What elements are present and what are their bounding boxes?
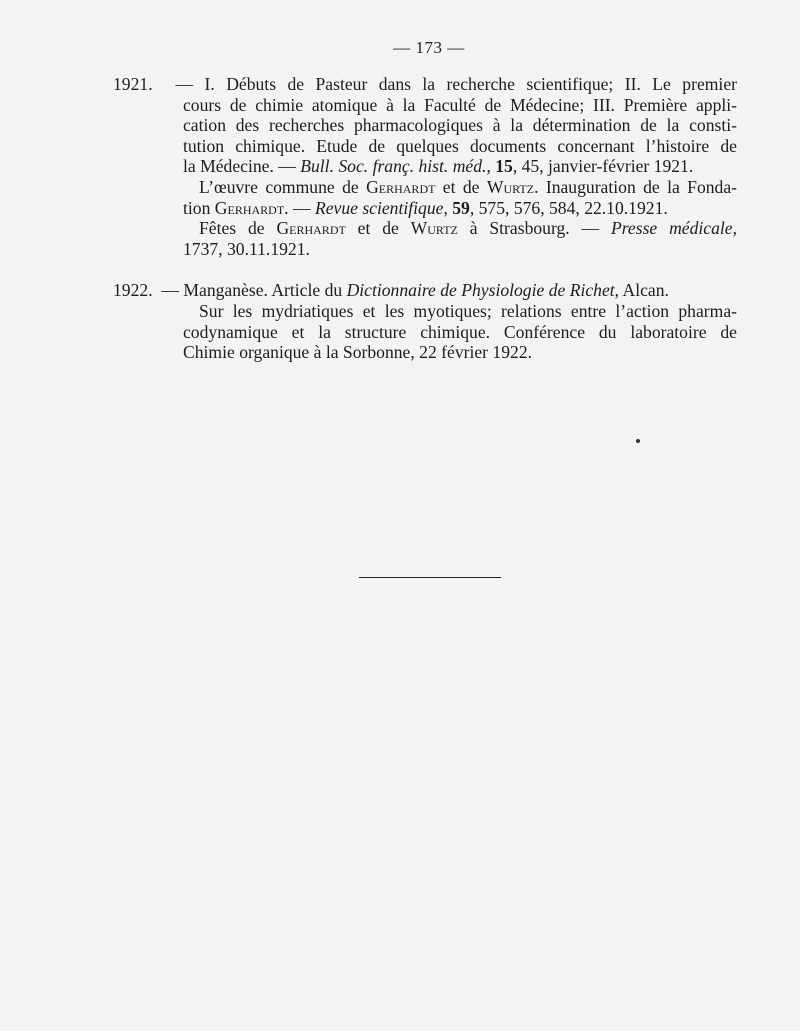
- work-title: Dictionnaire de Physiologie de Richet: [346, 280, 615, 301]
- text-segment: , Alcan.: [614, 280, 669, 301]
- journal-title: Presse médicale: [610, 218, 733, 239]
- entry-year: 1921.: [113, 74, 153, 94]
- text-segment: ,: [443, 197, 453, 218]
- text-segment: , 45, janvier-février 1921.: [512, 156, 694, 177]
- entry-1922-line-3: codynamique et la structure chimique. Conférence du laboratoire de: [183, 321, 737, 342]
- text-segment: tion: [183, 197, 215, 218]
- text-segment: Manganèse. Article du: [183, 280, 347, 301]
- entry-1921-line-2: cours de chimie atomique à la Faculté de Médecine; III. Première appli-: [183, 94, 737, 115]
- entry-1922-line-2: [113, 301, 737, 322]
- bibliography-entries: [113, 74, 737, 384]
- author-name: Gerhardt: [276, 218, 346, 239]
- entry-1921-line-3: cation des recherches pharmacologiques à la détermination de la consti-: [183, 115, 737, 136]
- text-segment: ,: [486, 156, 496, 177]
- entry-1921-line-1: [113, 74, 737, 95]
- entry-year: 1922.: [113, 280, 153, 301]
- page-number: — 173 —: [393, 38, 465, 57]
- text-segment: la Médecine. —: [183, 156, 301, 177]
- volume-number: 59: [452, 197, 470, 218]
- text-segment: ,: [732, 218, 737, 239]
- entry-1922: [113, 280, 737, 362]
- entry-1922-line-1: [113, 280, 737, 301]
- entry-1922-line-4: Chimie organique à la Sorbonne, 22 février 1922.: [183, 342, 533, 363]
- journal-title: Revue scientifique: [314, 197, 444, 218]
- entry-1921-line-8: [113, 218, 737, 239]
- section-divider: [359, 577, 501, 578]
- text-segment: . —: [284, 197, 315, 218]
- print-speck: [636, 439, 640, 443]
- text-segment: et de: [435, 176, 487, 197]
- text-segment: et de: [345, 218, 411, 239]
- text-segment: à Strasbourg. —: [457, 218, 611, 239]
- entry-dash: —: [161, 280, 179, 301]
- journal-title: Bull. Soc. franç. hist. méd.: [300, 156, 487, 177]
- entry-1921: [113, 74, 737, 259]
- text-segment: Sur les mydriatiques et les myotiques; relations entre l’action pharma-: [199, 300, 737, 321]
- author-name: Wurtz: [486, 176, 535, 197]
- entry-1921-line-4: tution chimique. Etude de quelques documents concernant l’histoire de: [183, 135, 737, 156]
- entry-1921-line-7: [113, 198, 737, 219]
- entry-dash: —: [175, 74, 194, 94]
- text-segment: , 575, 576, 584, 22.10.1921.: [469, 197, 668, 218]
- entry-1921-line-5: [113, 156, 737, 177]
- entry-1921-line-6: [113, 177, 737, 198]
- volume-number: 15: [495, 156, 513, 177]
- text-line: I. Débuts de Pasteur dans la recherche scientifique; II. Le premier: [204, 74, 737, 94]
- text-segment: L’œuvre commune de: [199, 176, 367, 197]
- text-segment: Fêtes de: [199, 218, 277, 239]
- text-segment: . Inauguration de la Fonda-: [534, 176, 737, 197]
- entry-1921-line-9: 1737, 30.11.1921.: [183, 238, 310, 259]
- author-name: Gerhardt: [366, 176, 436, 197]
- author-name: Gerhardt: [214, 197, 285, 218]
- author-name: Wurtz: [410, 218, 458, 239]
